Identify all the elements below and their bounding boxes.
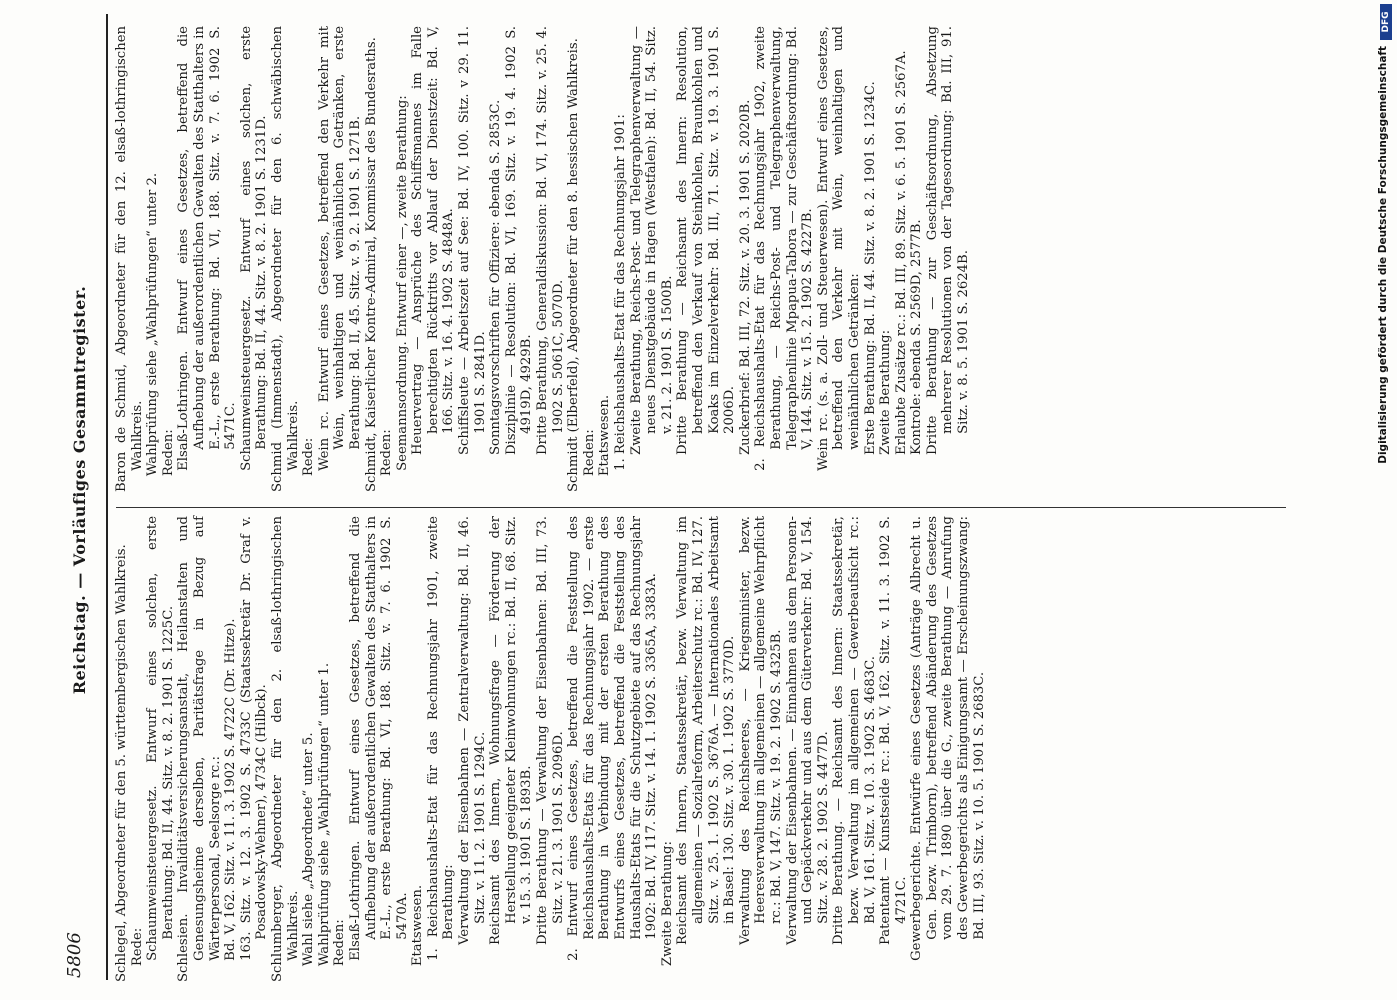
- register-entry: Disziplinie — Resolution: Bd. VI, 169. Sitz. v. 19. 4. 1902 S. 4919D, 4929B.: [503, 26, 535, 456]
- register-entry: 2. Entwurf eines Gesetzes, betreffend die Feststellung des Reichshaushalts-Etats für das Rechnungsjahr 1902. — erste Berathung in Verbindung mit der ersten Berathung des Entwurfs eines Gesetzes, betreffend die Feststellung des Haushalts-Etats für die Schutzgebiete auf das Rechnungsjahr 1902: Bd. IV, 117. Sitz. v. 14. 1. 1902 S. 3365A, 3383A.: [566, 516, 660, 961]
- register-entry: Wahlprüfung siehe „Wahlprüfungen“ unter 2.: [145, 172, 161, 477]
- register-entry: Verwaltung des Reichsheeres, — Kriegsminister, bezw. Heeresverwaltung im allgemeinen — allgemeine Wehrpflicht rc.: Bd. V, 147. Sitz. v. 19. 2. 1902 S. 4325B.: [737, 516, 784, 946]
- dfg-logo: DFG: [1380, 4, 1392, 40]
- register-entry: Etatswesen.: [597, 394, 613, 477]
- register-entry: Reichsamt des Innern, Staatssekretär, bezw. Verwaltung im allgemeinen — Sozialreform, Arbeiterschutz rc.: Bd. IV, 127. Sitz. v. 25. 1. 1902 S. 3676A. — Internationales Arbeitsamt in Basel: 130. Sitz. v. 30. 1. 1902 S. 3770D.: [675, 516, 738, 946]
- register-entry: Schaumweinsteuergesetz. Entwurf eines solchen, erste Berathung: Bd. II, 44. Sitz. v. 8. 2. 1901 S. 1225C.: [145, 516, 176, 961]
- register-entry: Erste Berathung: Bd. II, 44. Sitz. v. 8. 2. 1901 S. 1234C.: [862, 81, 878, 456]
- digitization-note-text: Digitalisierung gefördert durch die Deutsche Forschungsgemeinschaft: [1377, 46, 1389, 464]
- register-entry: Wahlprüfung siehe „Wahlprüfungen“ unter 1.: [316, 662, 332, 967]
- register-entry: Elsaß-Lothringen. Entwurf eines Gesetzes, betreffend die Aufhebung der außerordentlichen Gewalten des Statthalters in E.-L., erste Berathung: Bd. VI, 188. Sitz. v. 7. 6. 1902 S. 5470A.: [347, 516, 410, 961]
- register-entry: Bd. V, 162. Sitz. v. 11. 3. 1902 S. 4722C (Dr. Hitze).: [223, 618, 239, 961]
- page-number: 5806: [64, 932, 85, 978]
- register-entry: 163. Sitz. v. 12. 3. 1902 S. 4733C (Staatssekretär Dr. Graf v. Posadowsky-Wehner), 4734C (Hilbck).: [238, 516, 270, 961]
- register-entry: Heuervertrag — Ansprüche des Schiffsmannes im Falle berechtigten Rücktritts vor Ablauf der Dienstzeit: Bd. V, 166. Sitz. v. 16. 4. 1902 S. 4848A.: [410, 26, 457, 456]
- register-entry: Reden:: [379, 429, 395, 477]
- register-entry: Etatswesen.: [410, 884, 426, 967]
- register-entry: Baron de Schmid, Abgeordneter für den 12. elsaß-lothringischen Wahlkreis.: [114, 26, 145, 492]
- left-column: [114, 516, 987, 982]
- register-entry: Schlumberger, Abgeordneter für den 2. elsaß-lothringischen Wahlkreis.: [269, 516, 301, 982]
- header-rule: [106, 14, 108, 980]
- column-divider: [116, 507, 1286, 508]
- register-entry: Rede:: [129, 927, 145, 967]
- register-entry: 1. Reichshaushalts-Etat für das Rechnungsjahr 1901, zweite Berathung:: [425, 516, 457, 961]
- register-entry: Dritte Berathung. — Reichsamt des Innern: Staatssekretär, bezw. Verwaltung im allgemeinen — Gewerbeaufsicht rc.: Bd. V, 161. Sitz. v. 10. 3. 1902 S. 4683C.: [831, 516, 878, 946]
- register-entry: Wein rc. (s. a. Zoll- und Steuerwesen). Entwurf eines Gesetzes, betreffend den Verkehr mit Wein, weinhaltigen und weinähnlichen Getränken:: [815, 26, 862, 471]
- register-entry: Sonntagsvorschriften für Offiziere: ebenda S. 2853C.: [488, 99, 504, 456]
- page-title: Reichstag. — Vorläufiges Gesammtregister.: [70, 285, 89, 695]
- register-entry: Schaumweinsteuergesetz. Entwurf eines solchen, erste Berathung: Bd. II, 44. Sitz. v. 8. 2. 1901 S. 1231D.: [238, 26, 270, 471]
- register-entry: Reden:: [581, 429, 597, 477]
- register-entry: Erlaubte Zusätze rc.: Bd. III, 89. Sitz. v. 6. 5. 1901 S. 2567A.: [893, 50, 909, 456]
- register-entry: 2. Reichshaushalts-Etat für das Rechnungsjahr 1902, zweite Berathung, — Reichs-Post- und Telegraphenverwaltung, Telegraphenlinie Mpapua-Tabora — zur Geschäftsordnung: Bd. V, 144. Sitz. v. 15. 2. 1902 S. 4227B.: [753, 26, 816, 471]
- register-entry: Reichsamt des Innern, Wohnungsfrage — Förderung der Herstellung geeigneter Kleinwohnungen rc.: Bd. II, 68. Sitz. v. 15. 3. 1901 S. 1893B.: [488, 516, 535, 946]
- register-entry: Schlegel, Abgeordneter für den 5. württembergischen Wahlkreis.: [114, 544, 129, 982]
- register-entry: Zweite Berathung:: [659, 841, 675, 967]
- digitization-note: [1377, 0, 1393, 1000]
- register-entry: Dritte Berathung — zur Geschäftsordnung, Absetzung mehrerer Resolutionen von der Tagesordnung: Bd. III, 91. Sitz. v. 8. 5. 1901 S. 2624B.: [924, 26, 972, 456]
- register-entry: Schmidt (Elberfeld), Abgeordneter für den 8. hessischen Wahlkreis.: [566, 38, 582, 492]
- register-entry: Seemannsordnung. Entwurf einer —, zweite Berathung:: [394, 95, 410, 471]
- register-entry: Dritte Berathung — Verwaltung der Eisenbahnen: Bd. III, 73. Sitz. v. 21. 3. 1901 S. 2096D.: [535, 516, 566, 946]
- register-entry: Verwaltung der Eisenbahnen — Zentralverwaltung: Bd. II, 46. Sitz. v. 11. 2. 1901 S. 1294C.: [457, 516, 488, 946]
- register-entry: Schmid (Immenstadt), Abgeordneter für den 6. schwäbischen Wahlkreis.: [269, 26, 301, 492]
- register-entry: Zuckerbrief: Bd. III, 72. Sitz. v. 20. 3. 1901 S. 2020B.: [737, 99, 753, 456]
- right-column: [114, 26, 972, 492]
- register-entry: Verwaltung der Eisenbahnen. — Einnahmen aus dem Personen- und Gepäckverkehr und aus dem Güterverkehr: Bd. V, 154. Sitz. v. 28. 2. 1902 S. 4477D.: [784, 516, 831, 946]
- register-entry: Gewerbegerichte. Entwürfe eines Gesetzes (Anträge Albrecht u. Gen. bezw. Trimborn), betreffend Abänderung des Gesetzes vom 29. 7. 1890 über die G., zweite Berathung — Anrufung des Gewerbegerichts als Einigungsamt — Erscheinungszwang: Bd. III, 93. Sitz. v. 10. 5. 1901 S. 2683C.: [909, 516, 987, 961]
- register-entry: Patentamt — Kunstseide rc.: Bd. V, 162. Sitz. v. 11. 3. 1902 S. 4721C.: [878, 516, 909, 946]
- register-entry: Wein rc. Entwurf eines Gesetzes, betreffend den Verkehr mit Wein, weinhaltigen und weinähnlichen Getränken, erste Berathung: Bd. II, 45. Sitz. v. 9. 2. 1901 S. 1271B.: [316, 26, 363, 471]
- register-entry: Wahl siehe „Abgeordnete“ unter 5.: [301, 732, 317, 967]
- register-entry: Reden:: [332, 919, 348, 967]
- register-entry: Elsaß-Lothringen. Entwurf eines Gesetzes, betreffend die Aufhebung der außerordentlichen Gewalten des Statthalters in E.-L., erste Berathung: Bd. VI, 188. Sitz. v. 7. 6. 1902 S. 5471C.: [176, 26, 239, 471]
- register-entry: Schiffsleute — Arbeitszeit auf See: Bd. IV, 100. Sitz. v 29. 11. 1901 S. 2841D.: [457, 26, 488, 456]
- register-entry: Zweite Berathung:: [878, 329, 894, 456]
- register-entry: Schlesien. Invaliditätsversicherungsanstalt, Heilanstalten und Genesungsheime derselben, Paritätsfrage in Bezug auf Wärterpersonal, Seelsorge rc.:: [176, 516, 223, 982]
- register-entry: Rede:: [301, 437, 317, 477]
- register-entry: Dritte Berathung — Reichsamt des Innern: Resolution, betreffend den Verkauf von Steinkohlen, Braunkohlen und Koaks im Einzelverkehr: Bd. III, 71. Sitz. v. 19. 3. 1901 S. 2006D.: [675, 26, 738, 456]
- register-entry: Reden:: [160, 429, 176, 477]
- register-entry: Schmidt, Kaiserlicher Kontre-Admiral, Kommissar des Bundesraths.: [363, 37, 379, 492]
- register-entry: Dritte Berathung, Generaldiskussion: Bd. VI, 174. Sitz. v. 25. 4. 1902 S. 5061C, 5070D.: [535, 26, 566, 456]
- register-entry: Kontrole: ebenda S. 2569D, 2577B.: [909, 219, 925, 456]
- register-entry: 1. Reichshaushalts-Etat für das Rechnungsjahr 1901:: [613, 114, 628, 471]
- register-entry: Zweite Berathung, Reichs-Post- und Telegraphenverwaltung — neues Dienstgebäude in Hagen (Westfalen): Bd. II, 54. Sitz. v. 21. 2. 1901 S. 1500B.: [628, 26, 675, 456]
